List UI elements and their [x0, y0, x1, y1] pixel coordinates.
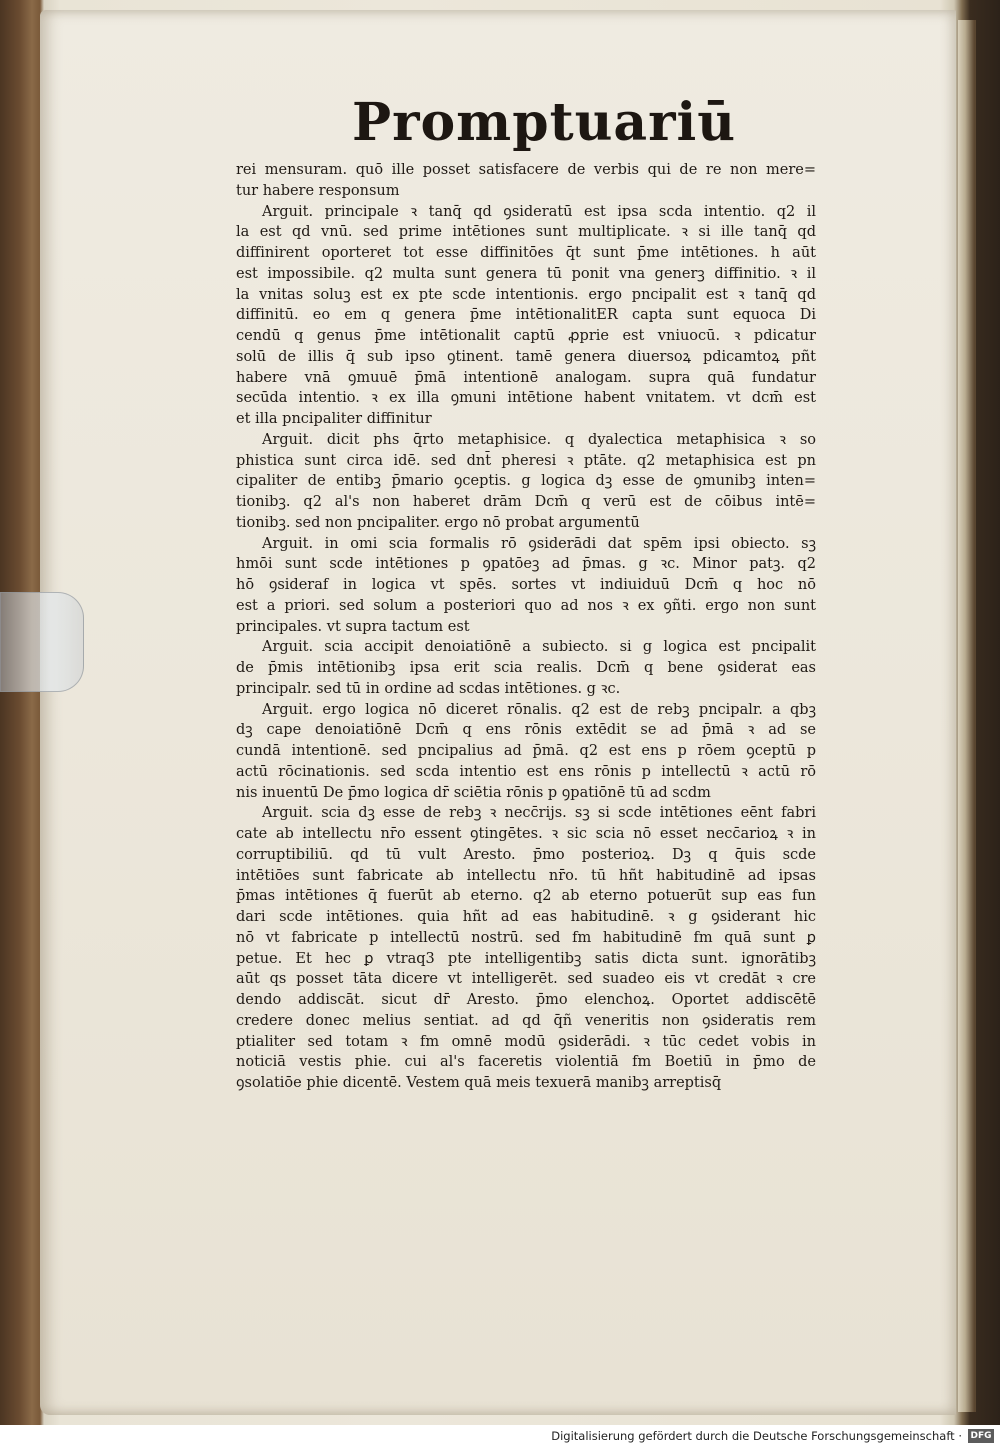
text-line: diffinirent oporteret tot esse diffinitōes q̄t sunt p̄me intētiones. h aūt	[236, 245, 816, 261]
text-line: principalr. sed tū in ordine ad scdas intētiones. g ꝛc.	[236, 680, 621, 697]
text-line: Arguit. principale ꝛ tanq̄ qd ꝯsideratū est ipsa scda intentio. q2 il	[262, 203, 816, 220]
text-line: Arguit. ergo logica nō diceret rōnalis. q2 est de rebꝫ pncipalr. a qbꝫ	[262, 701, 816, 718]
text-line: solū de illis q̄ sub ipso ꝯtinent. tamē genera diuersoꝝ pdicamtoꝝ pñt	[236, 348, 816, 365]
body-text	[236, 160, 816, 1094]
text-line: tionibꝫ. sed non pncipaliter. ergo nō probat argumentū	[236, 514, 640, 531]
text-line: diffinitū. eo em q genera p̄me intētionalitER capta sunt equoca Di	[236, 307, 816, 324]
page-edge	[958, 20, 976, 1412]
text-line: de p̄mis intētionibꝫ ipsa erit scia realis. Dcm̄ q bene ꝯsiderat eas	[236, 660, 816, 676]
text-line: cipaliter de entibꝫ p̄mario ꝯceptis. g logica dꝫ esse de ꝯmunibꝫ inten=	[236, 473, 816, 490]
text-line: actū rōcinationis. sed scda intentio est ens rōnis p intellectū ꝛ actū rō	[236, 763, 816, 780]
text-line: Arguit. scia accipit denoiatiōnē a subiecto. si g logica est pncipalit	[262, 639, 816, 656]
text-line: Arguit. dicit phs q̄rto metaphisice. q dyalectica metaphisica ꝛ so	[262, 431, 816, 448]
text-line: tionibꝫ. q2 al's non haberet drām Dcm̄ q verū est de cōibus intē=	[236, 494, 816, 510]
text-line: nis inuentū De p̄mo logica dr̄ sciētia rōnis p ꝯpatiōnē tū ad scdm	[236, 784, 711, 801]
text-line: cate ab intellectu nr̄o essent ꝯtingētes. ꝛ sic scia nō esset necc̄arioꝝ ꝛ in	[236, 826, 816, 842]
text-line: petue. Et hec ꝑ vtraq3 pte intelligentibꝫ satis dicta sunt. ignorātibꝫ	[236, 950, 816, 967]
text-line: p̄mas intētiones q̄ fuerūt ab eterno. q2 ab eterno potuerūt sup eas fun	[236, 888, 816, 905]
text-line: habere vnā ꝯmuuē p̄mā intentionē analogam. supra quā fundatur	[236, 369, 816, 386]
text-line: dꝫ cape denoiatiōnē Dcm̄ q ens rōnis extēdit se ad p̄mā ꝛ ad se	[236, 722, 816, 739]
text-line: et illa pncipaliter diffinitur	[236, 411, 432, 427]
text-line: cendū q genus p̄me intētionalit captū ꝓprie est vniuocū. ꝛ pdicatur	[236, 328, 816, 344]
text-line: est a priori. sed solum a posteriori quo ad nos ꝛ ex ꝯñti. ergo non sunt	[236, 597, 816, 614]
text-line: intētiōes sunt fabricate ab intellectu nr̄o. tū hñt habitudinē ad ipsas	[236, 867, 816, 884]
text-line: dari scde intētiones. quia hñt ad eas habitudinē. ꝛ g ꝯsiderant hic	[236, 909, 816, 925]
text-line: principales. vt supra tactum est	[236, 618, 470, 635]
text-line: ptialiter sed totam ꝛ fm omnē modū ꝯsiderādi. ꝛ tūc cedet vobis in	[236, 1033, 816, 1050]
text-line: Arguit. scia dꝫ esse de rebꝫ ꝛ necc̄rijs. sꝫ si scde intētiones eēnt fabri	[262, 805, 816, 822]
dfg-logo-icon: DFG	[968, 1429, 994, 1443]
footer-credit: Digitalisierung gefördert durch die Deutsche Forschungsgemeinschaft ·	[551, 1429, 962, 1443]
text-line: phistica sunt circa idē. sed dnt̄ pheresi ꝛ ptāte. q2 metaphisica est pn	[236, 452, 816, 469]
text-line: secūda intentio. ꝛ ex illa ꝯmuni intētione habent vnitatem. vt dcm̄ est	[236, 390, 816, 407]
text-line: hō ꝯsideraf in logica vt spēs. sortes vt indiuiduū Dcm̄ q hoc nō	[236, 577, 816, 593]
text-line: Arguit. in omi scia formalis rō ꝯsiderādi dat spēm ipsi obiecto. sꝫ	[262, 535, 816, 552]
text-line: est impossibile. q2 multa sunt genera tū ponit vna generꝫ diffinitio. ꝛ il	[236, 265, 816, 282]
text-line: la vnitas soluꝫ est ex pte scde intentionis. ergo pncipalit est ꝛ tanq̄ qd	[236, 286, 816, 303]
text-line: la est qd vnū. sed prime intētiones sunt multiplicate. ꝛ si ille tanq̄ qd	[236, 224, 816, 241]
text-line: credere donec melius sentiat. ad qd q̄ñ veneritis non ꝯsideratis rem	[236, 1012, 816, 1029]
text-line: corruptibiliū. qd tū vult Aresto. p̄mo posterioꝝ. Dꝫ q q̄uis scde	[236, 846, 816, 863]
footer-bar	[0, 1425, 1000, 1447]
text-line: nō vt fabricate p intellectū nostrū. sed fm habitudinē fm quā sunt ꝑ	[236, 929, 816, 946]
page-clip	[0, 592, 84, 692]
text-line: ꝯsolatiōe phie dicentē. Vestem quā meis texuerā manibꝫ arreptisq̄	[236, 1075, 722, 1091]
text-line: tur habere responsum	[236, 182, 400, 199]
text-line: hmōi sunt scde intētiones p ꝯpatōeꝫ ad p̄mas. g ꝛc. Minor patꝫ. q2	[236, 556, 816, 573]
text-line: aūt qs posset tāta dicere vt intelligerēt. sed suadeo eis vt credāt ꝛ cre	[236, 971, 816, 988]
text-line: rei mensuram. quō ille posset satisfacere de verbis qui de re non mere=	[236, 162, 816, 178]
text-line: dendo addiscāt. sicut dr̄ Aresto. p̄mo elenchoꝝ. Oportet addiscētē	[236, 992, 816, 1008]
running-head: Promptuariū	[352, 92, 737, 153]
text-line: cundā intentionē. sed pncipalius ad p̄mā. q2 est ens p rōem ꝯceptū p	[236, 743, 816, 759]
text-line: noticiā vestis phie. cui al's faceretis violentiā fm Boetiū in p̄mo de	[236, 1054, 816, 1071]
